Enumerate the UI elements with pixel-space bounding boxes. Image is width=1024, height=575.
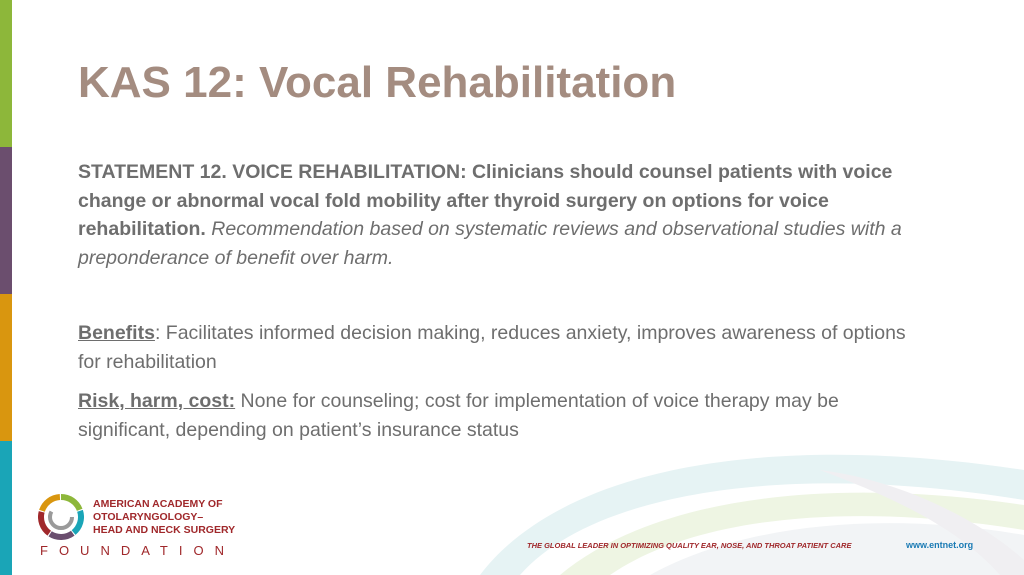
website-link[interactable]: www.entnet.org xyxy=(906,540,974,550)
benefits-label: Benefits xyxy=(78,322,155,344)
slide-content xyxy=(78,158,928,444)
risk-text: None for counseling; cost for implementation of voice therapy may be significant, depending on patient’s insurance status xyxy=(78,390,839,441)
foundation-wordmark: FOUNDATION xyxy=(40,543,235,558)
benefits-separator: : xyxy=(154,322,161,344)
statement-bold-text: STATEMENT 12. VOICE REHABILITATION: Clinicians should counsel patients with voice change or abnormal vocal fold mobility after thyroid surgery on options for voice rehabilitation. xyxy=(78,161,893,240)
org-name-line-1: AMERICAN ACADEMY OF xyxy=(93,498,223,510)
benefits-paragraph xyxy=(78,319,928,376)
statement-paragraph xyxy=(78,158,928,272)
org-name-line-3: HEAD AND NECK SURGERY xyxy=(93,524,236,536)
org-name-line-2: OTOLARYNGOLOGY– xyxy=(93,511,204,523)
benefits-text: Facilitates informed decision making, reduces anxiety, improves awareness of options for rehabilitation xyxy=(78,322,906,373)
organization-name xyxy=(93,498,235,537)
slide-title: KAS 12: Vocal Rehabilitation xyxy=(78,58,677,107)
risk-label: Risk, harm, cost: xyxy=(78,390,236,412)
footer-tagline: THE GLOBAL LEADER IN OPTIMIZING QUALITY EAR, NOSE, AND THROAT PATIENT CARE xyxy=(527,541,852,550)
aao-hns-foundation-logo-icon xyxy=(38,494,84,540)
statement-italic-text: Recommendation based on systematic reviews and observational studies with a preponderance of benefit over harm. xyxy=(78,218,902,269)
risk-paragraph xyxy=(78,387,928,444)
